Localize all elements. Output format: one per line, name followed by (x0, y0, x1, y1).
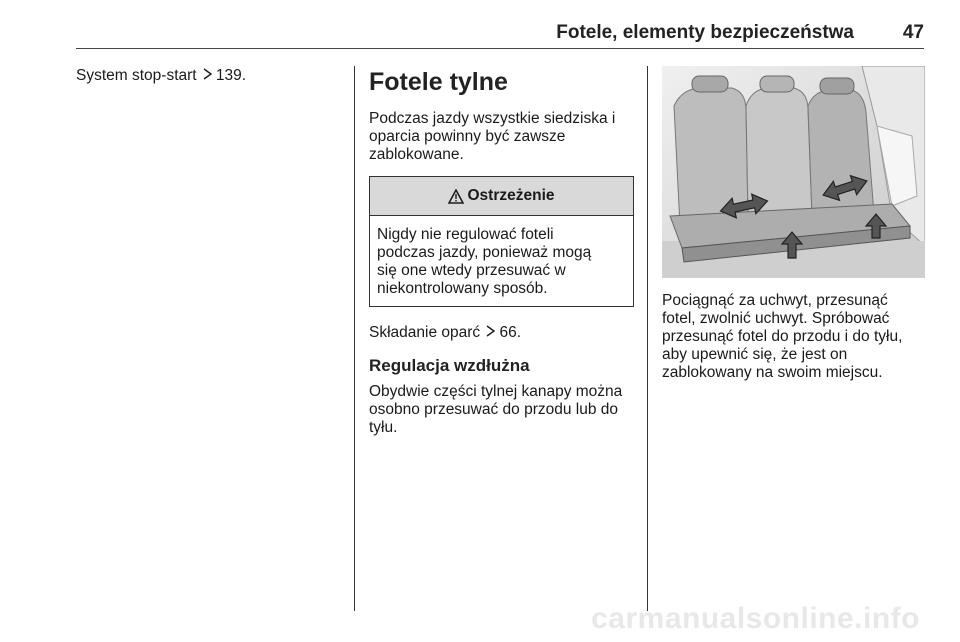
column-3 (662, 66, 927, 382)
adjustment-paragraph (369, 383, 633, 437)
intro-line: Podczas jazdy wszystkie siedziska i (369, 110, 616, 127)
reference-text: System stop-start (76, 67, 197, 84)
body-line: tyłu. (369, 419, 398, 436)
warning-body (370, 216, 633, 306)
page-header (76, 0, 924, 49)
reference-arrow-icon (486, 323, 496, 341)
stop-start-reference (76, 66, 341, 85)
reference-arrow-icon (203, 66, 213, 84)
warning-header (370, 177, 633, 216)
caption-line: aby upewnić się, że jest on (662, 346, 848, 363)
rear-seat-illustration (662, 66, 925, 278)
column-1 (76, 66, 341, 85)
warning-box (369, 176, 634, 307)
caption-line: Pociągnąć za uchwyt, przesunąć (662, 292, 888, 309)
body-line: Obydwie części tylnej kanapy można (369, 383, 623, 400)
fold-reference-text: Składanie oparć (369, 324, 481, 341)
warning-line: podczas jazdy, ponieważ mogą (377, 244, 592, 261)
body-line: osobno przesuwać do przodu lub do (369, 401, 619, 418)
warning-line: niekontrolowany sposób. (377, 280, 548, 297)
reference-page[interactable]: 139. (215, 67, 247, 84)
column-divider-left (354, 66, 355, 611)
warning-line: Nigdy nie regulować foteli (377, 226, 554, 243)
column-2 (369, 66, 633, 437)
caption-line: zablokowany na swoim miejscu. (662, 364, 883, 381)
watermark: carmanualsonline.info (591, 602, 920, 635)
caption-line: fotel, zwolnić uchwyt. Spróbować (662, 310, 890, 327)
page-number: 47 (902, 22, 924, 43)
warning-title: Ostrzeżenie (467, 187, 555, 204)
header-title: Fotele, elementy bezpieczeństwa (556, 22, 854, 43)
fold-reference (369, 323, 633, 342)
rear-seat-drawing (662, 66, 925, 278)
figure-caption (662, 292, 927, 382)
section-heading: Fotele tylne (369, 68, 508, 96)
caption-line: przesunąć fotel do przodu i do tyłu, (662, 328, 903, 345)
fold-reference-page[interactable]: 66. (499, 324, 522, 341)
intro-line: oparcia powinny być zawsze (369, 128, 566, 145)
column-divider-right (647, 66, 648, 611)
subheading-longitudinal-adjustment: Regulacja wzdłużna (369, 356, 530, 375)
warning-triangle-icon (448, 189, 464, 204)
intro-line: zablokowane. (369, 146, 464, 163)
warning-line: się one wtedy przesuwać w (377, 262, 566, 279)
intro-paragraph (369, 110, 633, 164)
